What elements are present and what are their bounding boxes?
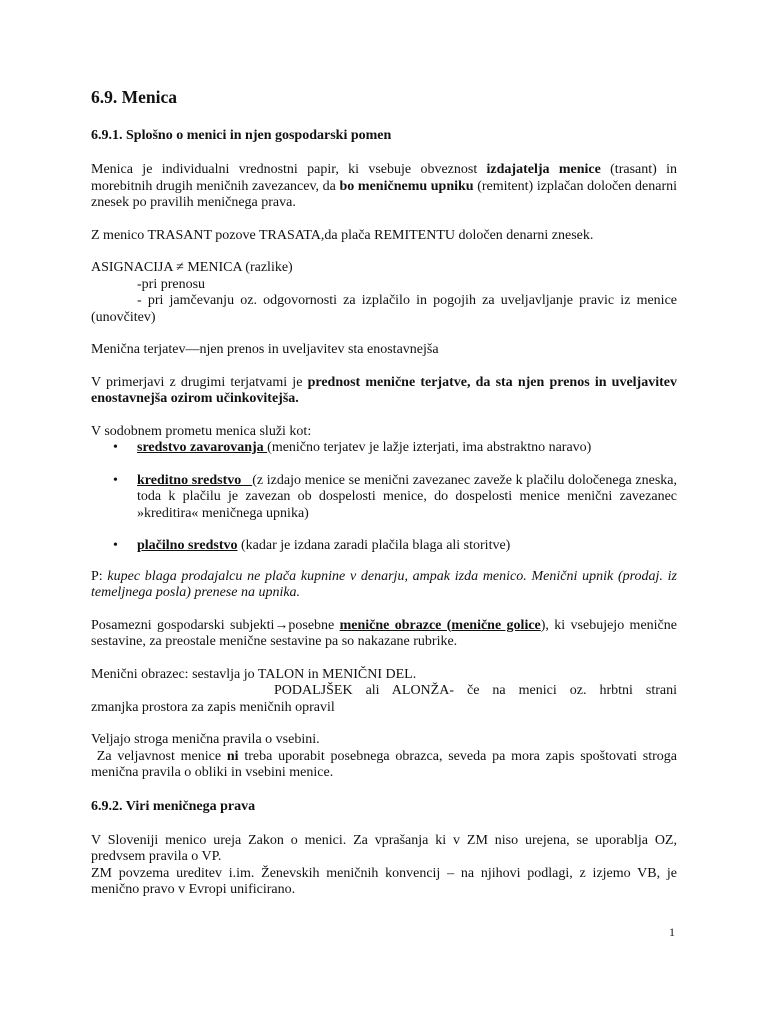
function-list [91, 440, 677, 555]
bold-menicne-obrazce: menične obrazce (menične golice [339, 617, 541, 633]
text-run: posebne [288, 617, 340, 633]
bold-ni: ni [226, 748, 239, 764]
obrazec-line-1: Menični obrazec: sestavlja jo TALON in MENIČNI DEL. [91, 666, 417, 682]
text-run: Za veljavnost menice [91, 748, 227, 764]
bold-prednost: prednost menične terjatve, da sta njen prenos in uveljavitev enostavnejša ozirom učinkovitejša. [91, 374, 677, 406]
list-item [91, 440, 677, 457]
list-item [91, 473, 677, 523]
text-run: ), ki vsebujejo menične sestavine, za preostale menične sestavine pa so nakazane rubrike. [91, 617, 677, 649]
bullet-icon: • [113, 472, 118, 488]
pravila-block [91, 732, 677, 782]
example-prefix: P: [91, 568, 108, 584]
paragraph-prednost [91, 375, 677, 408]
paragraph-viri: V Sloveniji menico ureja Zakon o menici. Za vprašanja ki v ZM niso urejena, se uporablja OZ, predvsem pravila o VP. [91, 832, 677, 864]
list-term: kreditno sredstvo [137, 472, 253, 488]
text-run: treba uporabit posebnega obrazca, seveda pa mora zapis spoštovati stroga menična pravila o obliki in vsebini menice. [91, 748, 677, 780]
list-desc: (kadar je izdana zaradi plačila blaga ali storitve) [237, 538, 511, 553]
bullet-icon: • [113, 440, 118, 455]
obrazec-block [91, 667, 677, 717]
paragraph-definition [91, 162, 677, 212]
document-page [91, 86, 677, 899]
bullet-icon: • [113, 538, 118, 553]
example-text: kupec blaga prodajalcu ne plača kupnine v denarju, ampak izda menico. Menični upnik (prodaj. iz temeljnega posla) prenese na upnika. [91, 568, 677, 600]
asignacija-item-1: -pri prenosu [137, 276, 206, 292]
list-term: sredstvo zavarovanja [137, 440, 268, 455]
obrazec-line-2: PODALJŠEK ali ALONŽA- če na menici oz. hrbtni strani [274, 683, 677, 698]
list-intro: V sodobnem prometu menica služi kot: [91, 423, 312, 439]
list-desc: (menično terjatev je lažje izterjati, ima abstraktno naravo) [267, 440, 592, 455]
text-run: Menica je individualni vrednostni papir, ki vsebuje obveznost [91, 162, 487, 177]
asignacija-block [91, 260, 677, 326]
paragraph-obrazci [91, 618, 677, 651]
asignacija-title: ASIGNACIJA ≠ MENICA (razlike) [91, 260, 293, 275]
list-item [91, 538, 677, 555]
section-heading-2: 6.9.2. Viri meničnega prava [91, 798, 256, 814]
list-term: plačilno sredstvo [137, 538, 238, 553]
list-desc: (z izdajo menice se menični zavezanec zaveže k plačilu določenega zneska, toda k plačilu je zavezan ob dospelosti menice, do dospelosti menice menični zavezanec »kreditira« meničnega upnika) [137, 472, 677, 521]
pravila-line-1: Veljajo stroga menična pravila o vsebini. [91, 732, 320, 747]
chapter-heading: 6.9. Menica [91, 87, 178, 107]
arrow-right-icon: → [274, 617, 289, 633]
pravila-line-2 [91, 749, 677, 782]
bold-term-izdajatelj: izdajatelja menice [486, 162, 601, 177]
text-run: Posamezni gospodarski subjekti [91, 617, 275, 633]
section-heading-1: 6.9.1. Splošno o menici in njen gospodarski pomen [91, 128, 392, 143]
bold-term-upnik: bo meničnemu upniku [339, 178, 474, 194]
paragraph-example [91, 569, 677, 602]
text-run: (trasant) in morebitnih drugih meničnih zavezancev, da [91, 162, 677, 194]
paragraph-konvencije: ZM povzema ureditev i.im. Ženevskih meničnih konvencij – na njihovi podlagi, z izjemo VB, je menično pravo v Evropi unificirano. [91, 865, 677, 897]
paragraph-terjatev: Menična terjatev—njen prenos in uveljavitev sta enostavnejša [91, 342, 439, 357]
text-run: (remitent) izplačan določen denarni znesek po pravilih meničnega prava. [91, 178, 677, 210]
paragraph-trasant: Z menico TRASANT pozove TRASATA,da plača REMITENTU določen denarni znesek. [91, 227, 594, 243]
text-run: V primerjavi z drugimi terjatvami je [91, 374, 308, 390]
asignacija-item-2: - pri jamčevanju oz. odgovornosti za izplačilo in pogojih za uveljavljanje pravic iz menice (unovčitev) [91, 293, 677, 325]
page-number: 1 [669, 925, 675, 939]
obrazec-line-3: zmanjka prostora za zapis meničnih opravil [91, 699, 335, 715]
